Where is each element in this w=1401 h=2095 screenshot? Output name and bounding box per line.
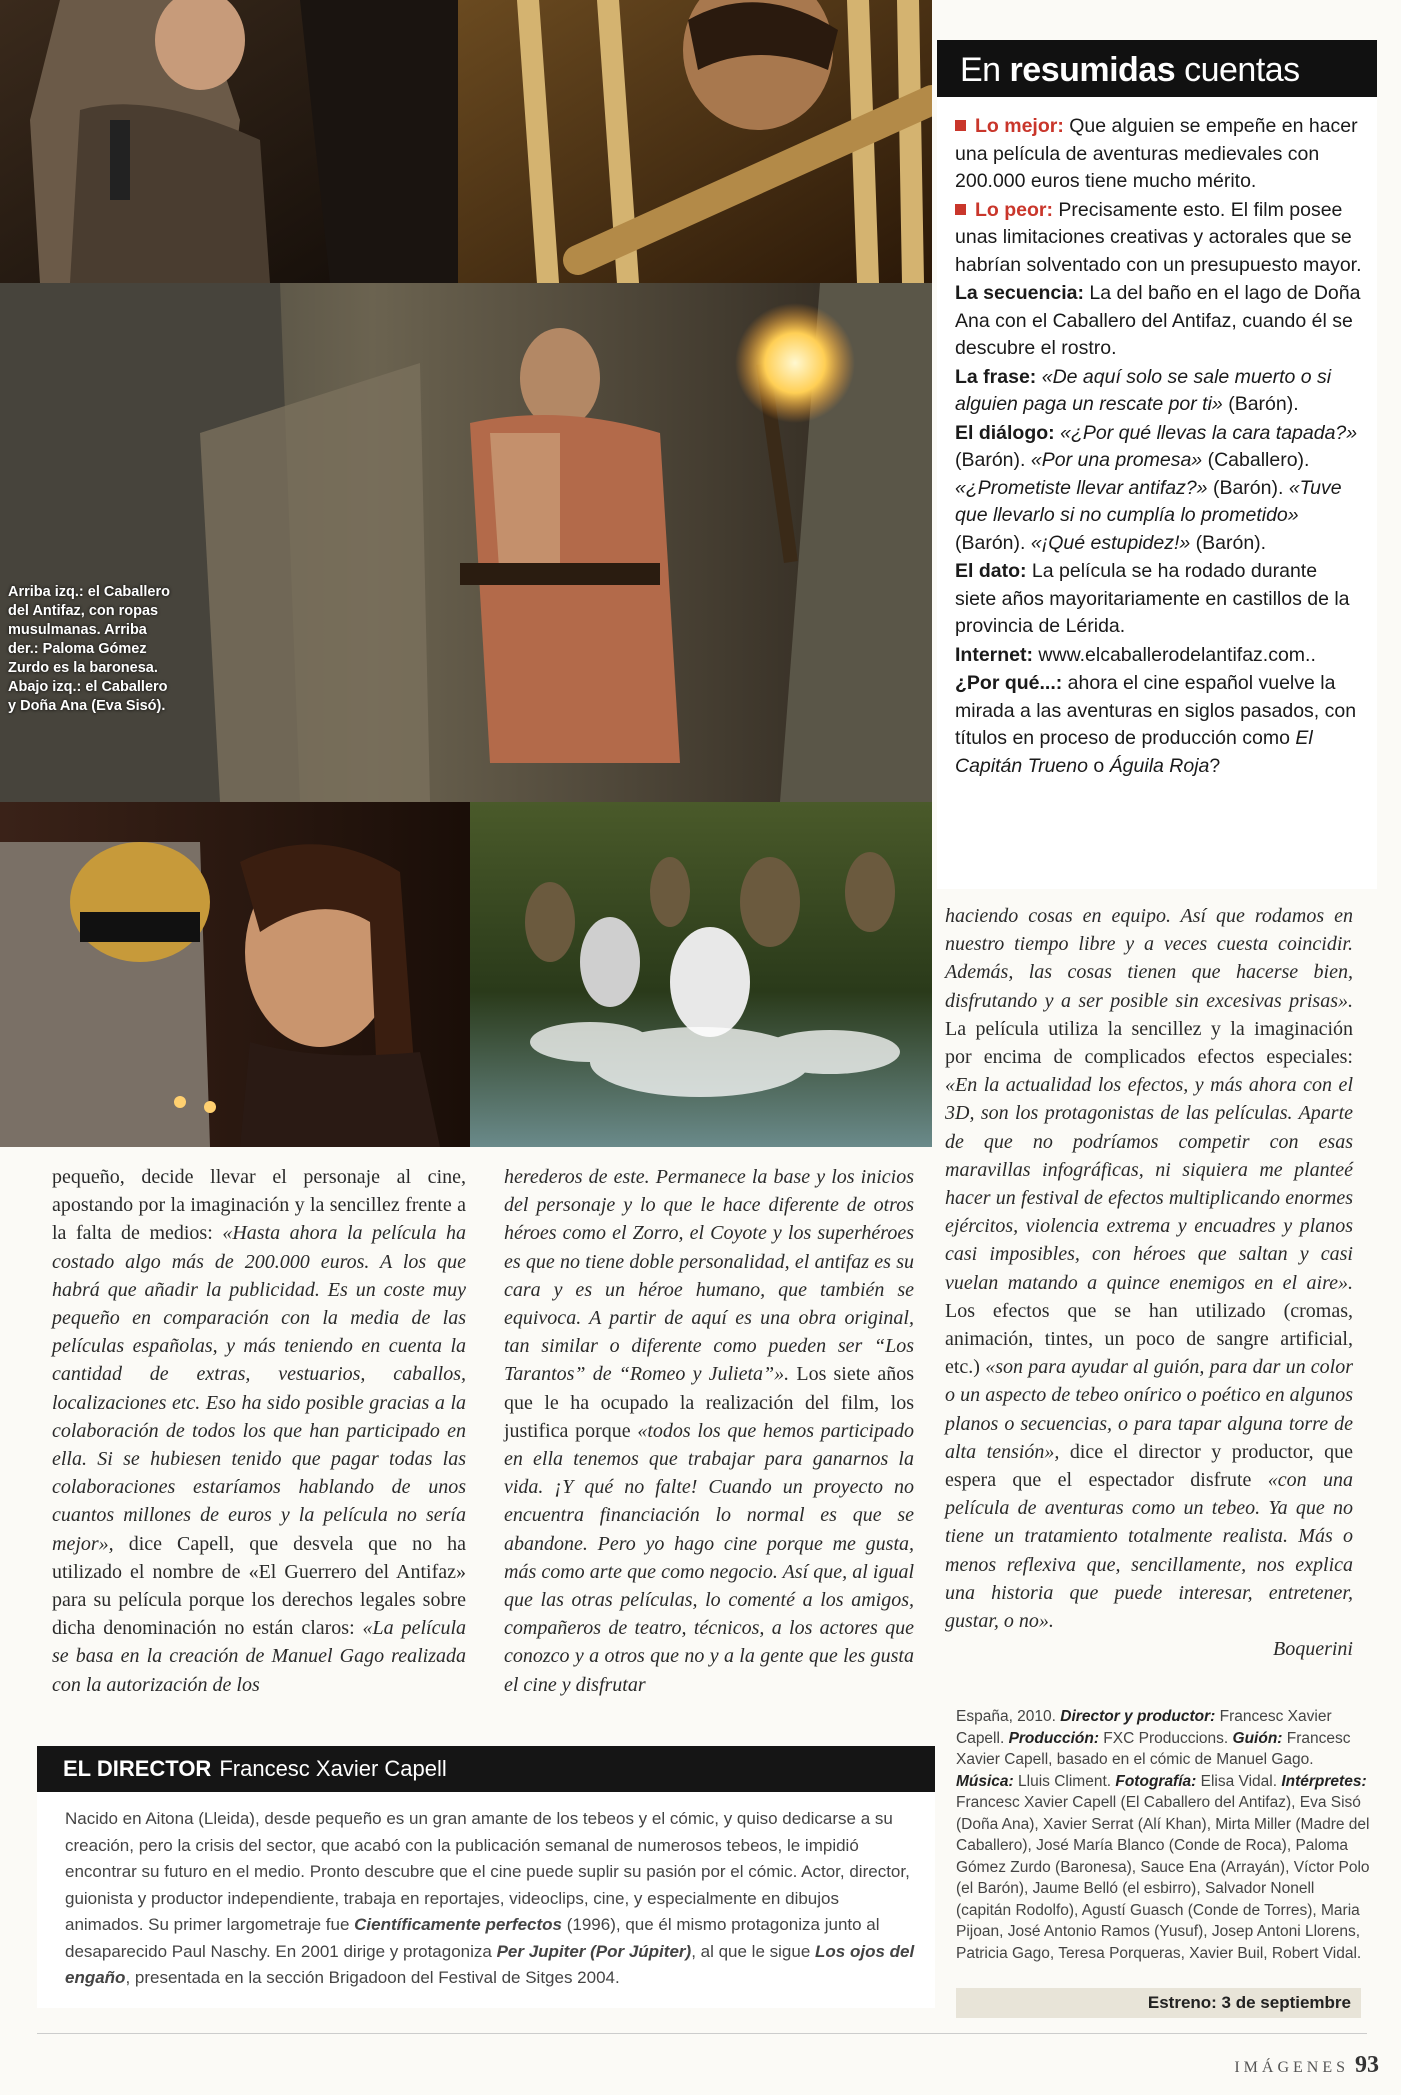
top-right-photo: [458, 0, 932, 283]
magazine-name: IMÁGENES: [1234, 2059, 1349, 2076]
summary-sequence: La secuencia: La del baño en el lago de Doña Ana con el Caballero del Antifaz, cuando él se descubre el rostro.: [955, 282, 1361, 359]
director-header: EL DIRECTOR Francesc Xavier Capell: [37, 1746, 935, 1792]
summary-fact: El dato: La película se ha rodado durante siete años mayoritariamente en castillos de la provincia de Lérida.: [955, 560, 1350, 637]
photo-caption: Arriba izq.: el Caballero del Antifaz, con ropas musulmanas. Arriba der.: Paloma Gómez Zurdo es la baronesa. Abajo izq.: el Caballero y Doña Ana (Eva Sisó).: [8, 584, 170, 714]
author-signature: Boquerini: [1273, 1638, 1353, 1661]
article-column-2: herederos de este. Permanece la base y los inicios del personaje y lo que le hace diferente de otros héroes como el Zorro, el Coyote y los superhéroes es que no tiene doble personalidad, el antifaz es su cara y es un héroe humano, que también se equivoca. A partir de aquí es una obra original, tan similar o diferente como pueden ser “Los Tarantos” de “Romeo y Julieta”». Los siete años que le ha ocupado la realización del film, los justifica porque «todos los que hemos participado en ella tenemos que trabajar para ganarnos la vida. ¡Y qué no falte! Cuando un proyecto no encuentra financiación lo normal es que se abandone. Pero yo hago cine porque me gusta, más como arte que como negocio. Así que, al igual que las otras películas, lo comenté a los amigos, compañeros de teatro, técnicos, a los actores que conozco y a otros que no y a la gente que les gusta el cine y disfrutar: [504, 1166, 915, 1696]
summary-phrase: La frase: «De aquí solo se sale muerto o si alguien paga un rescate por ti» (Barón).: [955, 365, 1332, 415]
page-number: 93: [1355, 2052, 1379, 2078]
film-credits: España, 2010. Director y productor: Francesc Xavier Capell. Producción: FXC Produccions. Guión: Francesc Xavier Capell, basado en el cómic de Manuel Gago. Música: Lluis Climent. Fotografía: Elisa Vidal. Intérpretes: Francesc Xavier Capell (El Caballero del Antifaz), Eva Sisó (Doña Ana), Xavier Serrat (Alí Khan), Mirta Miller (Madre del Caballero), José María Blanco (Conde de Roca), Paloma Gómez Zurdo (Baronesa), Sauce Ena (Arrayán), Víctor Polo (el Barón), Jaume Belló (el esbirro), Salvador Nonell (capitán Rodolfo), Agustí Guasch (Conde de Torres), Maria Pijoan, José Antonio Ramos (Yusuf), Josep Antoni Llorens, Patricia Gago, Teresa Porqueras, Xavier Buil, Robert Vidal.: [956, 1708, 1370, 1962]
summary-title: En resumidas cuentas: [937, 43, 1377, 97]
director-box: [37, 1746, 935, 2008]
top-left-photo: [0, 0, 458, 283]
summary-dialog: El diálogo: «¿Por qué llevas la cara tapada?» (Barón). «Por una promesa» (Caballero). «¿Prometiste llevar antifaz?» (Barón). «Tuve que llevarlo si no cumplía lo prometido» (Barón). «¡Qué estupidez!» (Barón).: [955, 421, 1358, 554]
footer-divider: [37, 2033, 1367, 2034]
summary-body: [937, 97, 1377, 780]
article-column-3: haciendo cosas en equipo. Así que rodamos en nuestro tiempo libre y a veces cuesta coincidir. Además, las cosas tienen que hacerse bien, disfrutando y a ser posible sin excesivas prisas». La película utiliza la sencillez y la imaginación por encima de complicados efectos especiales: «En la actualidad los efectos, y más ahora con el 3D, son los protagonistas de las películas. Aparte de que no podríamos competir con esas maravillas infográficas, ni siquiera me planteé hacer un festival de efectos multiplicando enormes ejércitos, violencia extrema y encuadres y planos casi imposibles, con héroes que saltan y casi vuelan matando a quince enemigos en el aire». Los efectos que se han utilizado (cromas, animación, tintes, un poco de sangre artificial, etc.) «son para ayudar al guión, para dar un color o un aspecto de tebeo onírico o poético en algunos planos o secuencias, o para tapar alguna torre de alta tensión», dice el director y productor, que espera que el espectador disfrute «con una película de aventuras como un tebeo. Ya que no tiene un tratamiento totalmente realista. Más o menos reflexiva que, sencillamente, nos explica una historia que puede interesar, entretener, gustar, o no». Boquerini: [945, 902, 1353, 1663]
bullet-icon: [955, 204, 966, 215]
bullet-icon: [955, 120, 966, 131]
summary-worst: Lo peor: Precisamente esto. El film posee unas limitaciones creativas y actorales que se habrían solventado con un presupuesto mayor.: [955, 198, 1362, 276]
website-link[interactable]: www.elcaballerodelantifaz.com..: [1038, 643, 1316, 666]
premiere-date: Estreno: 3 de septiembre: [956, 1988, 1361, 2018]
summary-internet: Internet: www.elcaballerodelantifaz.com..: [955, 643, 1316, 666]
summary-box: [937, 40, 1377, 889]
summary-why: ¿Por qué...: ahora el cine español vuelve la mirada a las aventuras en siglos pasados, con títulos en proceso de producción como El Capitán Trueno o Águila Roja?: [955, 672, 1357, 777]
bottom-right-photo: [470, 802, 932, 1147]
page-footer: [1234, 2052, 1379, 2079]
bottom-left-photo: [0, 802, 470, 1147]
middle-photo: [0, 283, 932, 802]
director-bio: Nacido en Aitona (Lleida), desde pequeño es un gran amante de los tebeos y el cómic, y quiso dedicarse a su creación, pero la crisis del sector, que acabó con la publicación semanal de numerosos tebeos, le impidió encontrar su futuro en el medio. Pronto descubre que el cine puede suplir su pasión por el cómic. Actor, director, guionista y productor independiente, trabaja en reportajes, videoclips, cine, y especialmente en dibujos animados. Su primer largometraje fue Científicamente perfectos (1996), que él mismo protagoniza junto al desaparecido Paul Naschy. En 2001 dirige y protagoniza Per Jupiter (Por Júpiter), al que le sigue Los ojos del engaño, presentada en la sección Brigadoon del Festival de Sitges 2004.: [65, 1809, 915, 1987]
summary-best: Lo mejor: Que alguien se empeñe en hacer una película de aventuras medievales con 200.000 euros tiene mucho mérito.: [955, 115, 1358, 192]
article-column-1: pequeño, decide llevar el personaje al cine, apostando por la imaginación y la sencillez frente a la falta de medios: «Hasta ahora la película ha costado algo más de 200.000 euros. A los que habrá que añadir la publicidad. Es un coste muy pequeño en comparación con la media de las películas españolas, y más teniendo en cuenta la cantidad de extras, vestuarios, caballos, localizaciones etc. Eso ha sido posible gracias a la colaboración de todos los que han participado en ella. Si se hubiesen tenido que pagar todas las colaboraciones estaríamos hablando de unos cuantos millones de euros y la película no sería mejor», dice Capell, que desvela que no ha utilizado el nombre de «El Guerrero del Antifaz» para su película porque los derechos legales sobre dicha denominación no están claros: «La película se basa en la creación de Manuel Gago realizada con la autorización de los: [52, 1166, 467, 1696]
